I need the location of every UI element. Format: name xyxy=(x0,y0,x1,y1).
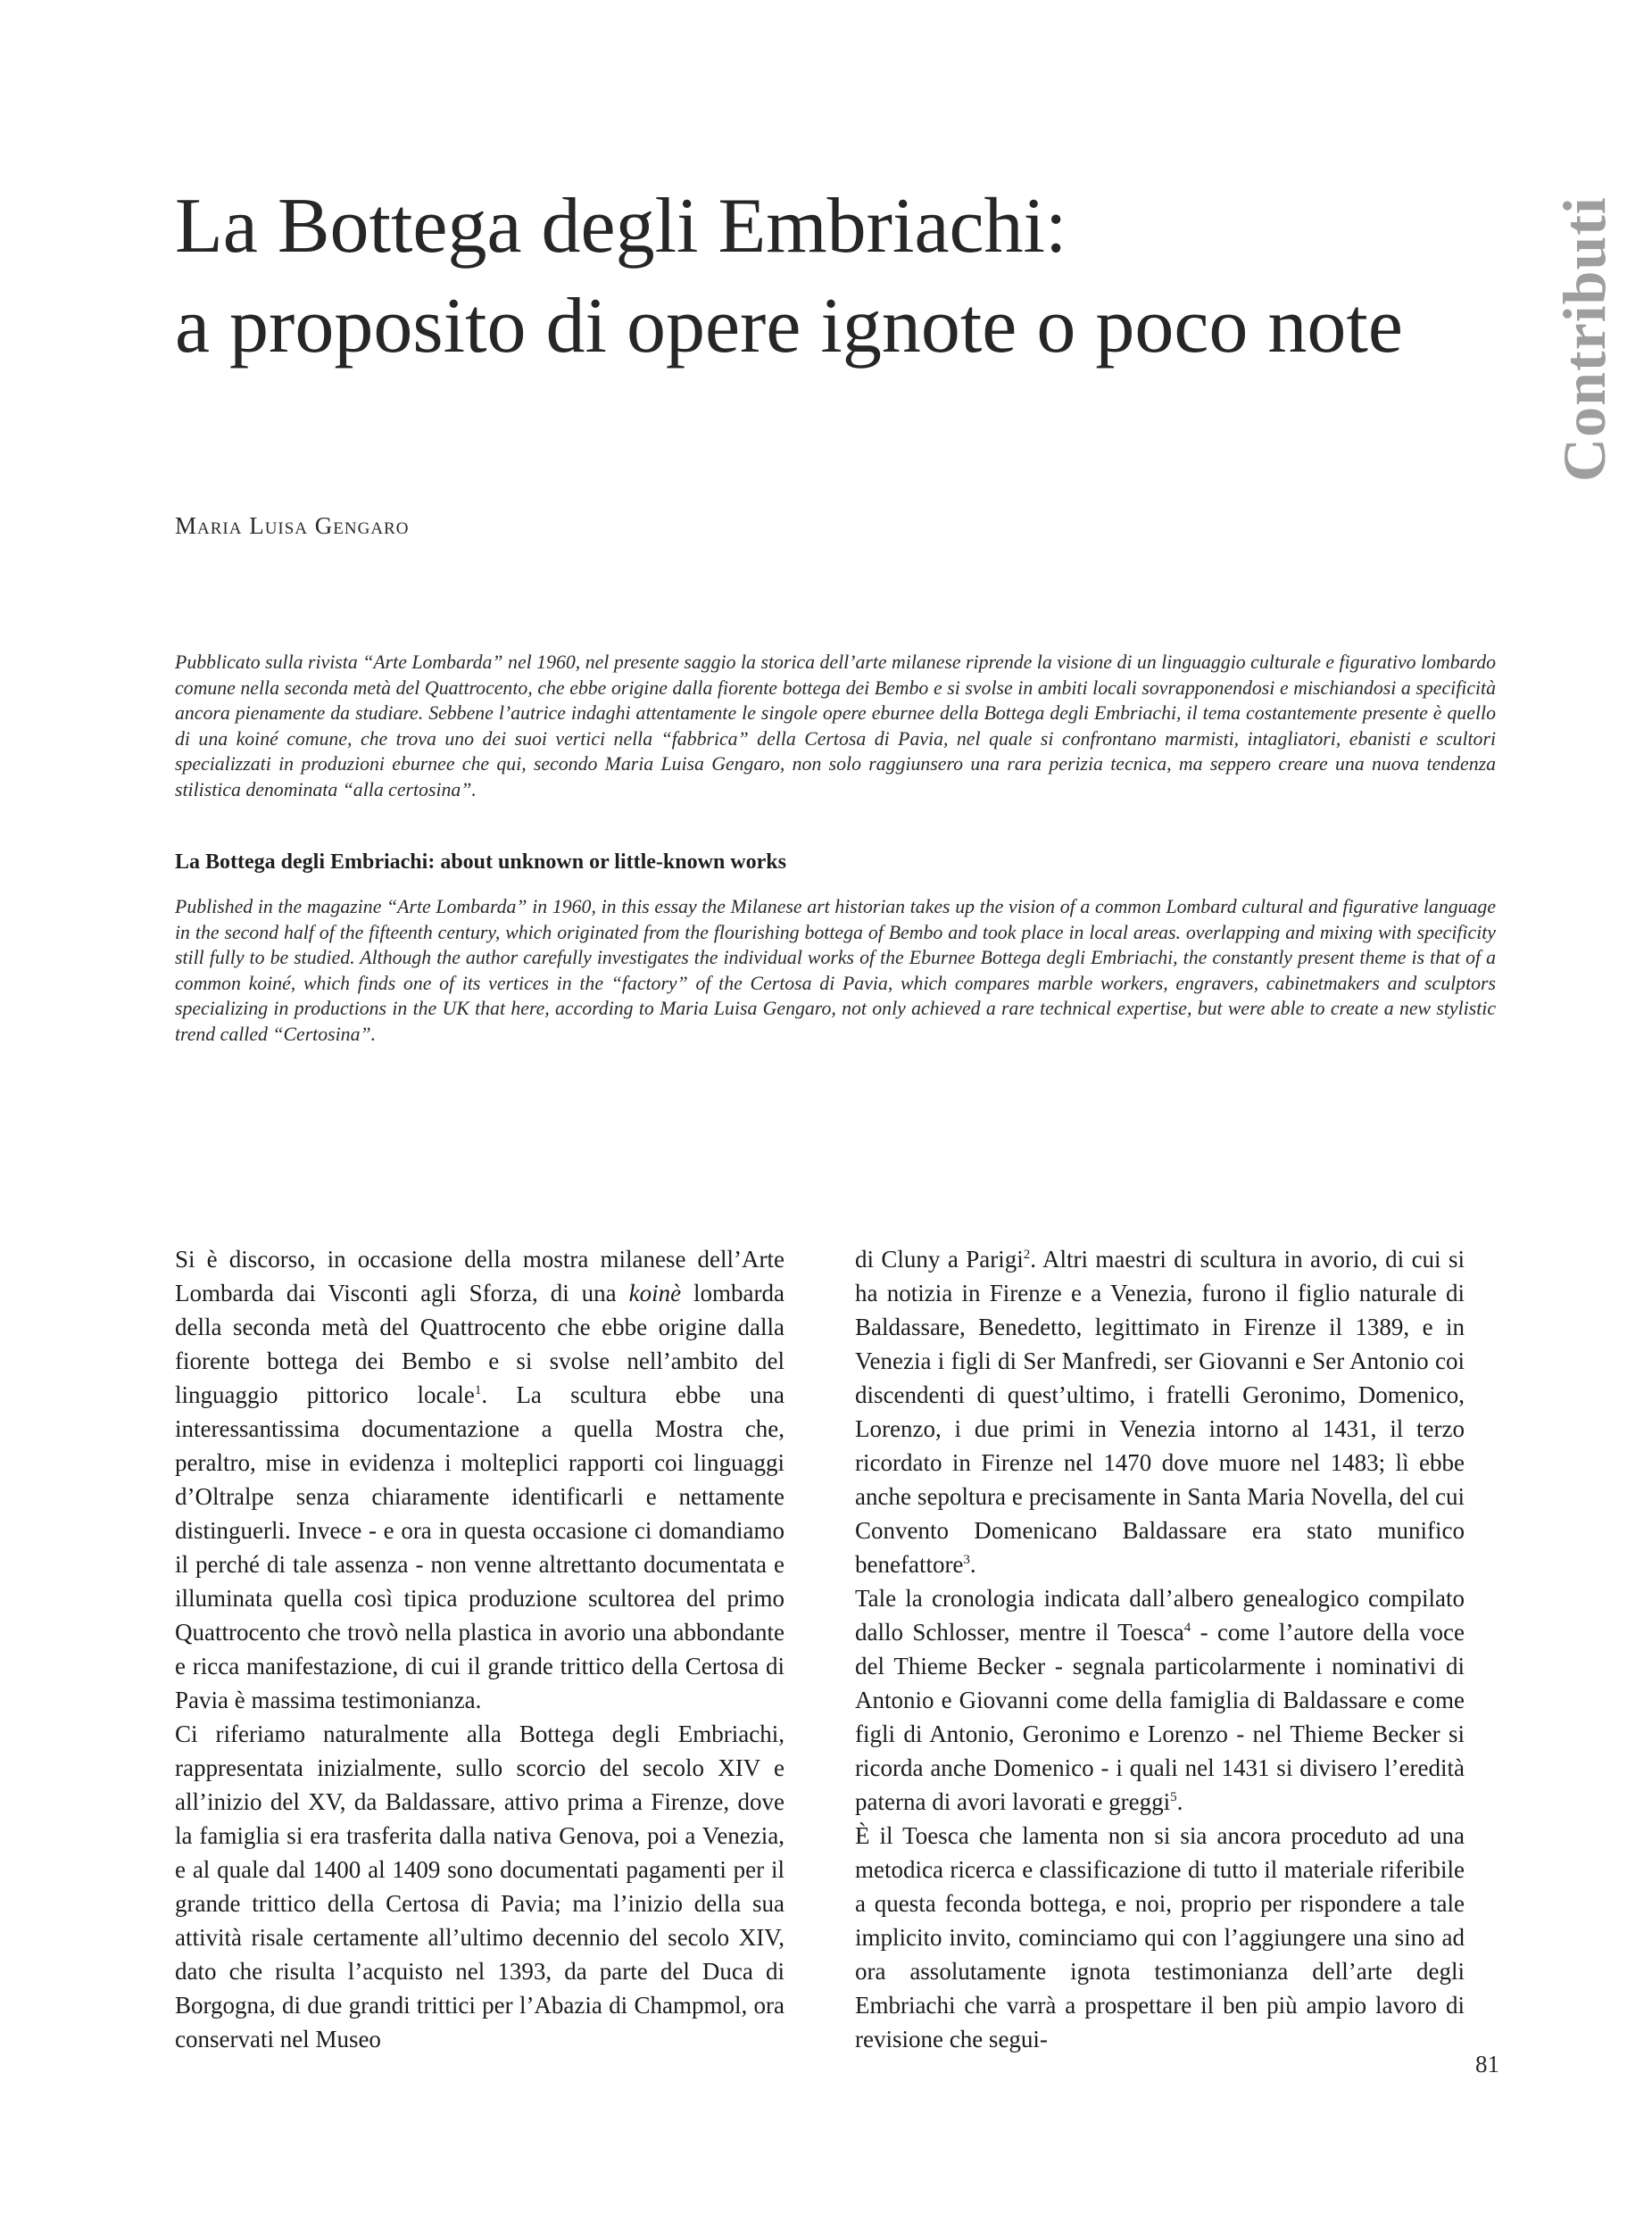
body-text: di Cluny a Parigi xyxy=(855,1246,1024,1273)
article-title xyxy=(175,177,1514,377)
footnote-ref: 4 xyxy=(1183,1621,1191,1635)
body-paragraph: È il Toesca che lamenta non si sia ancora proceduto ad una metodica ricerca e classificazione di tutto il materiale riferibile a questa feconda bottega, e noi, proprio per rispondere a tale implicito invito, cominciamo qui con l’aggiungere una sino ad ora assolutamente ignota testimonianza dell’arte degli Embriachi che varrà a prospettare il ben più ampio lavoro di revisione che segui- xyxy=(855,1822,1465,2052)
body-text: - come l’autore della voce del Thieme Becker - segnala particolarmente i nominativi di Antonio e Giovanni come della famiglia di Baldassare e come figli di Antonio, Geronimo e Lorenzo - nel Thieme Becker si ricorda anche Domenico - i quali nel 1431 si divisero l’eredità paterna di avori lavorati e greggi xyxy=(855,1619,1465,1815)
body-text: . xyxy=(1176,1788,1183,1815)
body-column-left xyxy=(175,1242,784,2056)
footnote-ref: 1 xyxy=(474,1383,482,1397)
body-paragraph xyxy=(855,1581,1465,1819)
body-paragraph: Ci riferiamo naturalmente alla Bottega degli Embriachi, rappresentata inizialmente, sullo scorcio del secolo XIV e all’inizio del XV, da Baldassare, attivo prima a Firenze, dove la famiglia si era trasferita dalla nativa Genova, poi a Venezia, e al quale dal 1400 al 1409 sono documentati pagamenti per il grande trittico della Certosa di Pavia; ma l’inizio della sua attività risale certamente all’ultimo decennio del secolo XIV, dato che risulta l’acquisto nel 1393, da parte del Duca di Borgogna, di due grandi trittici per l’Abazia di Champmol, ora conservati nel Museo xyxy=(175,1721,784,2052)
author-name: Maria Luisa Gengaro xyxy=(175,512,410,539)
title-line-1: La Bottega degli Embriachi: xyxy=(175,183,1067,269)
body-text: . xyxy=(969,1551,976,1578)
abstract-english: Published in the magazine “Arte Lombarda” in 1960, in this essay the Milanese art historian takes up the vision of a common Lombard cultural and figurative language in the second half of the fifteenth century, which originated from the flourishing bottega of Bembo and took place in local areas. overlapping and mixing with specificity still fully to be studied. Although the author carefully investigates the individual works of the Eburnee Bottega degli Embriachi, the constantly present theme is that of a common koiné, which finds one of its vertices in the “factory” of the Certosa di Pavia, which compares marble workers, engravers, cabinetmakers and sculptors specializing in productions in the UK that here, according to Maria Luisa Gengaro, not only achieved a rare technical expertise, but were able to create a new stylistic trend called “Certosina”. xyxy=(175,896,1496,1045)
body-text: lombarda della seconda metà del Quattrocento che ebbe origine dalla fiorente bottega dei Bembo e si svolse nell’ambito del linguaggio pittorico locale xyxy=(175,1280,784,1408)
body-text: . La scultura ebbe una interessantissima documentazione a quella Mostra che, peraltro, mise in evidenza i molteplici rapporti coi linguaggi d’Oltralpe senza chiaramente identificarli e nettamente distinguerli. Invece - e ora in questa occasione ci domandiamo il perché di tale assenza - non venne altrettanto documentata e illuminata quella così tipica produzione scultorea del primo Quattrocento che trovò nella plastica in avorio una abbondante e ricca manifestazione, di cui il grande trittico della Certosa di Pavia è massima testimonianza. xyxy=(175,1381,784,1713)
body-paragraph xyxy=(175,1242,784,1717)
english-title: La Bottega degli Embriachi: about unknown or little-known works xyxy=(175,850,786,874)
page-number: 81 xyxy=(1475,2051,1499,2077)
title-line-2: a proposito di opere ignote o poco note xyxy=(175,283,1403,369)
footnote-ref: 5 xyxy=(1170,1790,1177,1804)
koine-term: koinè xyxy=(628,1280,682,1306)
body-paragraph xyxy=(855,1242,1465,1581)
body-column-right xyxy=(855,1242,1465,2056)
section-label xyxy=(1540,196,1652,493)
abstract-italian: Pubblicato sulla rivista “Arte Lombarda” nel 1960, nel presente saggio la storica dell’arte milanese riprende la visione di un linguaggio culturale e figurativo lombardo comune nella seconda metà del Quattrocento, che ebbe origine dalla fiorente bottega dei Bembo e si svolse in ambiti locali sovrapponendosi e mischiandosi a specificità ancora pienamente da studiare. Sebbene l’autrice indaghi attentamente le singole opere eburnee della Bottega degli Embriachi, il tema costantemente presente è quello di una koiné comune, che trova uno dei suoi vertici nella “fabbrica” della Certosa di Pavia, nel quale si confrontano marmisti, intagliatori, ebanisti e scultori specializzati in produzioni eburnee che qui, secondo Maria Luisa Gengaro, non solo raggiunsero una rara perizia tecnica, ma seppero creare una nuova tendenza stilistica denominata “alla certosina”. xyxy=(175,651,1496,800)
body-text: Si è discorso, in occasione della mostra milanese dell’Arte Lombarda dai Visconti agli Sforza, di una xyxy=(175,1246,784,1306)
footnote-ref: 3 xyxy=(963,1553,970,1567)
footnote-ref: 2 xyxy=(1023,1248,1031,1262)
body-text: . Altri maestri di scultura in avorio, di cui si ha notizia in Firenze e a Venezia, furono il figlio naturale di Baldassare, Benedetto, legittimato in Firenze il 1389, e in Venezia i figli di Ser Manfredi, ser Giovanni e Ser Antonio coi discendenti di quest’ultimo, i fratelli Geronimo, Domenico, Lorenzo, i due primi in Venezia intorno al 1431, il terzo ricordato in Firenze nel 1470 dove muore nel 1483; lì ebbe anche sepoltura e precisamente in Santa Maria Novella, del cui Convento Domenicano Baldassare era stato munifico benefattore xyxy=(855,1246,1465,1578)
body-text: Tale la cronologia indicata dall’albero genealogico compilato dallo Schlosser, mentre il Toesca xyxy=(855,1585,1465,1646)
section-label-text: Contributi xyxy=(1550,196,1618,482)
